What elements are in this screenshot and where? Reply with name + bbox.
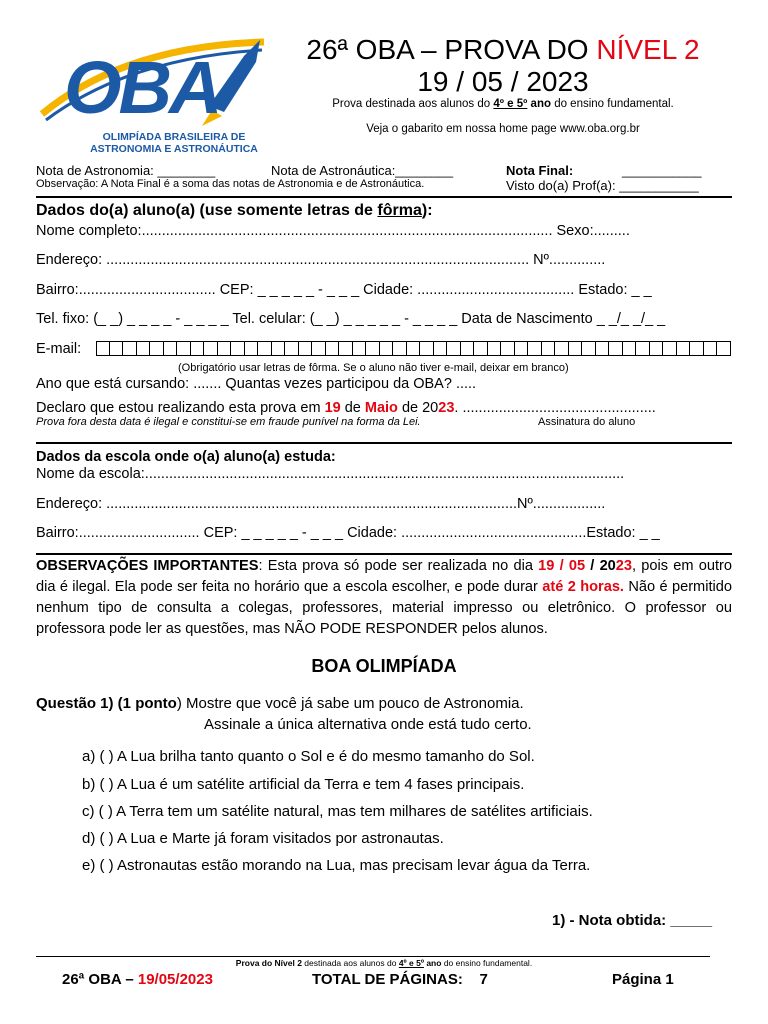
school-address-field[interactable]: Endereço: ......................................................................................................Nº.................. xyxy=(36,496,606,512)
email-note: (Obrigatório usar letras de fôrma. Se o aluno não tiver e-mail, deixar em branco) xyxy=(178,362,569,374)
student-name-field[interactable]: Nome completo:...................................................................................................... Sexo:......... xyxy=(36,223,630,239)
nota-final-blank: ___________ xyxy=(622,163,702,178)
logo-wordmark: OBA xyxy=(64,46,220,129)
student-phone-field[interactable]: Tel. fixo: (_ _) _ _ _ _ - _ _ _ _ Tel. celular: (_ _) _ _ _ _ _ - _ _ _ _ Data de Nascimento _ _/_ _/_ _ xyxy=(36,311,666,327)
subtitle: Prova destinada aos alunos do 4º e 5º ano do ensino fundamental. xyxy=(332,98,674,110)
footer-note: Prova do Nível 2 destinada aos alunos do 4º e 5º ano do ensino fundamental. xyxy=(235,958,533,968)
grades-observation: Observação: A Nota Final é a soma das notas de Astronomia e de Astronáutica. xyxy=(36,178,425,190)
important-observations: OBSERVAÇÕES IMPORTANTES: Esta prova só pode ser realizada no dia 19 / 05 / 2023, pois em outro dia é ilegal. Ela pode ser feita no horário que a escola escolher, e pode durar até 2 horas. Não é permitido nenhum tipo de consulta a colegas, professores, material impresso ou eletrônico. O professor ou professora pode ler as questões, mas NÃO PODE RESPONDER pelos alunos. xyxy=(36,558,732,637)
signature-label: Assinatura do aluno xyxy=(538,416,636,428)
divider xyxy=(36,553,732,555)
option-e[interactable]: e) ( ) Astronautas estão morando na Lua, mas precisam levar água da Terra. xyxy=(82,857,591,874)
footer-exam-id: 26ª OBA – 19/05/2023 xyxy=(62,971,213,988)
nota-final-label: Nota Final: xyxy=(506,163,574,178)
school-bairro-field[interactable]: Bairro:.............................. CEP: _ _ _ _ _ - _ _ _ Cidade: ..............................................Estado: _ _ xyxy=(36,525,660,541)
option-a[interactable]: a) ( ) A Lua brilha tanto quanto o Sol e é do mesmo tamanho do Sol. xyxy=(82,748,535,765)
visto-prof: Visto do(a) Prof(a): ___________ xyxy=(506,178,699,193)
question-1-prompt: Questão 1) (1 ponto) Mostre que você já sabe um pouco de Astronomia. xyxy=(36,695,524,712)
fraud-note: Prova fora desta data é ilegal e constitui-se em fraude punível na forma da Lei. xyxy=(36,416,421,428)
footer-page-number: Página 1 xyxy=(612,971,674,988)
declaration: Declaro que estou realizando esta prova em 19 de Maio de 2023. ................................................ xyxy=(36,400,656,416)
email-field[interactable] xyxy=(96,341,731,356)
student-heading: Dados do(a) aluno(a) (use somente letras de fôrma): xyxy=(36,202,433,219)
option-c[interactable]: c) ( ) A Terra tem um satélite natural, mas tem milhares de satélites artificiais. xyxy=(82,803,593,820)
divider xyxy=(36,196,732,198)
astronautica-grade: Nota de Astronáutica:________ xyxy=(271,163,454,178)
divider xyxy=(36,442,732,444)
footer-rule xyxy=(36,956,710,957)
question-1-instruction: Assinale a única alternativa onde está tudo certo. xyxy=(204,716,532,733)
student-address-field[interactable]: Endereço: ......................................................................................................... Nº.............. xyxy=(36,252,606,268)
exam-date: 19 / 05 / 2023 xyxy=(417,66,589,97)
logo-line2: ASTRONOMIA E ASTRONÁUTICA xyxy=(90,143,258,155)
gabarito-note: Veja o gabarito em nossa home page www.oba.org.br xyxy=(366,123,640,135)
student-bairro-field[interactable]: Bairro:.................................. CEP: _ _ _ _ _ - _ _ _ Cidade: ....................................... Estado: _ _ xyxy=(36,282,652,298)
option-d[interactable]: d) ( ) A Lua e Marte já foram visitados por astronautas. xyxy=(82,830,444,847)
footer-total-pages: TOTAL DE PÁGINAS: 7 xyxy=(312,971,488,988)
option-b[interactable]: b) ( ) A Lua é um satélite artificial da Terra e tem 4 fases principais. xyxy=(82,776,525,793)
email-label: E-mail: xyxy=(36,341,82,357)
level-label: NÍVEL 2 xyxy=(596,34,700,65)
boa-olimpiada: BOA OLIMPÍADA xyxy=(311,656,457,676)
oba-logo xyxy=(34,36,270,156)
school-year-field[interactable]: Ano que está cursando: ....... Quantas vezes participou da OBA? ..... xyxy=(36,376,477,392)
astronomia-grade: Nota de Astronomia: ________ xyxy=(36,163,216,178)
logo-line1: OLIMPÍADA BRASILEIRA DE xyxy=(102,131,246,143)
page-title: 26ª OBA – PROVA DO NÍVEL 2 xyxy=(306,34,700,65)
school-name-field[interactable]: Nome da escola:....................................................................................................................... xyxy=(36,466,625,482)
school-heading: Dados da escola onde o(a) aluno(a) estuda: xyxy=(36,449,336,465)
question-1-grade[interactable]: 1) - Nota obtida: _____ xyxy=(552,912,713,929)
